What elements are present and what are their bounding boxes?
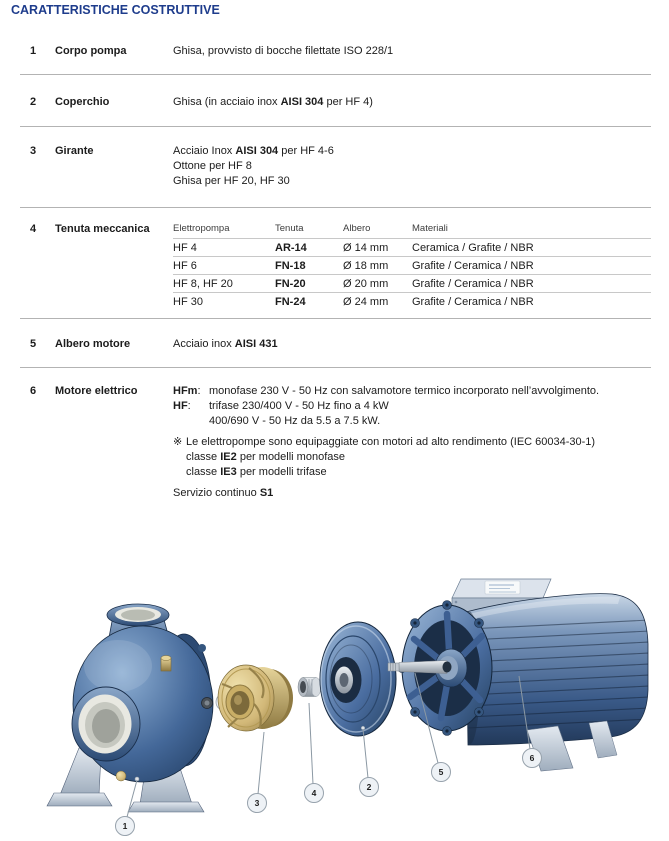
motor-variant-text: monofase 230 V - 50 Hz con salvamotore termico incorporato nell’avvolgimento.: [209, 385, 600, 397]
row-divider: [20, 318, 651, 319]
table-row: [173, 275, 651, 293]
callout-number: 5: [438, 767, 444, 777]
row-term: Albero motore: [55, 338, 131, 350]
cell-materials: Ceramica / Grafite / NBR: [412, 241, 534, 254]
impeller-part: [218, 665, 293, 731]
seal-table-header: [173, 222, 651, 239]
note-body: [186, 435, 595, 480]
reference-mark: ※: [173, 436, 183, 448]
cell-materials: Grafite / Ceramica / NBR: [412, 295, 534, 308]
row-number: 5: [30, 338, 37, 350]
cell-seal: FN-18: [275, 259, 306, 272]
callout-number: 3: [254, 798, 260, 808]
row-term: Tenuta meccanica: [55, 223, 150, 235]
cell-seal: FN-24: [275, 295, 306, 308]
row-description: [173, 144, 651, 189]
column-header: Tenuta: [275, 223, 304, 234]
note-line: Le elettropompe sono equipaggiate con motori ad alto rendimento (IEC 60034-30-1): [186, 436, 596, 448]
service-line: Servizio continuo S1: [173, 487, 274, 499]
pump-cover-part: [320, 622, 396, 736]
cell-seal: FN-20: [275, 277, 306, 290]
motor-shaft: [399, 661, 447, 674]
cell-materials: Grafite / Ceramica / NBR: [412, 259, 534, 272]
callout-number: 2: [366, 782, 372, 792]
table-row: [173, 257, 651, 275]
table-row: [173, 239, 651, 257]
callout-number: 4: [311, 788, 317, 798]
row-divider: [20, 207, 651, 208]
callout-number: 6: [529, 753, 535, 763]
cell-pump: HF 30: [173, 295, 203, 308]
cell-pump: HF 8, HF 20: [173, 277, 233, 290]
pump-body-part: [47, 604, 213, 812]
mechanical-seal-part: [298, 678, 321, 697]
motor-variant-text: 400/690 V - 50 Hz da 5.5 a 7.5 kW.: [209, 415, 381, 427]
motor-variant-text: trifase 230/400 V - 50 Hz fino a 4 kW: [209, 400, 389, 412]
row-term: Corpo pompa: [55, 45, 127, 57]
row-number: 6: [30, 385, 37, 397]
cell-shaft: Ø 18 mm: [343, 259, 389, 272]
motor-variant-label: HF:: [173, 400, 191, 412]
row-term: Motore elettrico: [55, 385, 138, 397]
row-description: Ghisa (in acciaio inox AISI 304 per HF 4): [173, 96, 373, 108]
cell-materials: Grafite / Ceramica / NBR: [412, 277, 534, 290]
description-line: Ghisa per HF 20, HF 30: [173, 175, 290, 187]
row-divider: [20, 126, 651, 127]
column-header: Elettropompa: [173, 223, 230, 234]
callout-number: 1: [122, 821, 128, 831]
description-line: Acciaio Inox AISI 304 per HF 4-6: [173, 145, 334, 157]
motor-description: [173, 384, 651, 501]
row-number: 4: [30, 223, 37, 235]
motor-bracket-shaft-part: [388, 601, 492, 736]
row-number: 1: [30, 45, 37, 57]
motor-variant-label: HFm:: [173, 385, 201, 397]
efficiency-note: [173, 435, 651, 480]
motor-line-hfm: [173, 384, 651, 399]
cell-pump: HF 4: [173, 241, 197, 254]
row-term: Coperchio: [55, 96, 110, 108]
cell-shaft: Ø 20 mm: [343, 277, 389, 290]
description-line: Ottone per HF 8: [173, 160, 252, 172]
row-number: 2: [30, 96, 37, 108]
table-row: [173, 293, 651, 310]
exploded-view-diagram: [0, 552, 669, 841]
seal-table: [173, 222, 651, 310]
row-description: Acciaio inox AISI 431: [173, 338, 278, 350]
cell-shaft: Ø 24 mm: [343, 295, 389, 308]
row-divider: [20, 74, 651, 75]
row-number: 3: [30, 145, 37, 157]
cell-shaft: Ø 14 mm: [343, 241, 389, 254]
row-term: Girante: [55, 145, 94, 157]
column-header: Materiali: [412, 223, 448, 234]
note-line: classe IE2 per modelli monofase: [186, 451, 345, 463]
motor-line-hf: [173, 399, 651, 414]
column-header: Albero: [343, 223, 371, 234]
cell-seal: AR-14: [275, 241, 307, 254]
row-divider: [20, 367, 651, 368]
row-description: Ghisa, provvisto di bocche filettate ISO 228/1: [173, 45, 394, 57]
motor-line-hf2: [173, 414, 651, 429]
note-line: classe IE3 per modelli trifase: [186, 466, 327, 478]
page-title: CARATTERISTICHE COSTRUTTIVE: [11, 3, 220, 17]
cell-pump: HF 6: [173, 259, 197, 272]
